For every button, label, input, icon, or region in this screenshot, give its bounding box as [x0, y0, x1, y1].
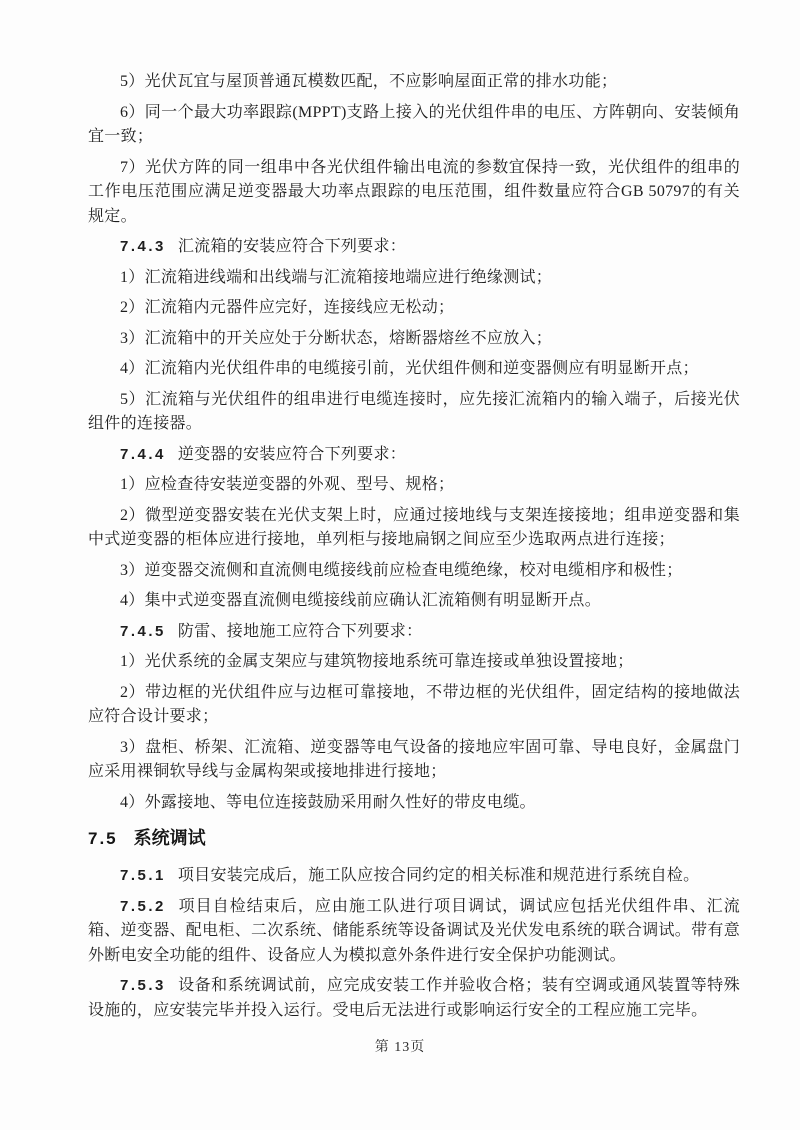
clause-number: 7.5.2	[120, 897, 166, 915]
body-paragraph: 5）汇流箱与光伏组件的组串进行电缆连接时，应先接汇流箱内的输入端子，后接光伏组件的连接器。	[88, 390, 740, 432]
document-body	[88, 70, 740, 1023]
clause-text: 设备和系统调试前，应完成安装工作并验收合格；装有空调或通风装置等特殊设施的，应安装完毕并投入运行。受电后无法进行或影响运行安全的工程应施工完毕。	[88, 977, 740, 1019]
body-paragraph: 3）逆变器交流侧和直流侧电缆接线前应检查电缆绝缘，校对电缆相序和极性；	[120, 561, 683, 579]
clause-text: 项目安装完成后，施工队应按合同约定的相关标准和规范进行系统自检。	[177, 867, 700, 884]
clause-text: 防雷、接地施工应符合下列要求：	[177, 622, 423, 640]
section-title: 系统调试	[133, 828, 206, 848]
clause-paragraph	[88, 895, 740, 969]
clause-text: 汇流箱的安装应符合下列要求：	[177, 238, 407, 255]
clause-number: 7.4.4	[120, 445, 166, 463]
body-paragraph: 4）集中式逆变器直流侧电缆接线前应确认汇流箱侧有明显断开点。	[120, 592, 602, 609]
body-paragraph: 3）汇流箱中的开关应处于分断状态，熔断器熔丝不应放入；	[120, 329, 553, 347]
clause-number: 7.5.3	[120, 977, 166, 994]
clause-text: 项目自检结束后，应由施工队进行项目调试，调试应包括光伏组件串、汇流箱、逆变器、配电柜、二次系统、储能系统等设备调试及光伏发电系统的联合调试。带有意外断电安全功能的组件、设备应人为模拟意外条件进行安全保护功能测试。	[88, 897, 741, 964]
body-paragraph: 2）微型逆变器安装在光伏支架上时，应通过接地线与支架连接接地；组串逆变器和集中式逆变器的柜体应进行接地，单列柜与接地扁钢之间应至少选取两点进行连接；	[88, 506, 740, 548]
body-paragraph: 4）汇流箱内光伏组件串的电缆接引前，光伏组件侧和逆变器侧应有明显断开点；	[120, 360, 699, 377]
clause-paragraph	[88, 620, 740, 645]
clause-number: 7.5.1	[120, 867, 166, 884]
section-number: 7.5	[88, 829, 118, 848]
body-paragraph: 3）盘柜、桥架、汇流箱、逆变器等电气设备的接地应牢固可靠、导电良好，金属盘门应采用裸铜软导线与金属构架或接地排进行接地；	[88, 738, 740, 780]
body-paragraph: 5）光伏瓦宜与屋顶普通瓦模数匹配，不应影响屋面正常的排水功能；	[120, 73, 618, 90]
clause-paragraph	[88, 864, 740, 889]
body-paragraph: 7）光伏方阵的同一组串中各光伏组件输出电流的参数宜保持一致，光伏组件的组串的工作电压范围应满足逆变器最大功率点跟踪的电压范围，组件数量应符合GB 50797的有关规定。	[88, 158, 740, 225]
body-paragraph: 1）汇流箱进线端和出线端与汇流箱接地端应进行绝缘测试；	[120, 268, 553, 286]
body-paragraph: 1）应检查待安装逆变器的外观、型号、规格；	[120, 476, 455, 493]
body-paragraph: 1）光伏系统的金属支架应与建筑物接地系统可靠连接或单独设置接地；	[120, 653, 634, 670]
clause-paragraph	[88, 974, 740, 1023]
body-paragraph: 6）同一个最大功率跟踪(MPPT)支路上接入的光伏组件串的电压、方阵朝向、安装倾角宜一致；	[88, 103, 740, 145]
body-paragraph: 2）汇流箱内元器件应完好，连接线应无松动；	[120, 299, 455, 316]
clause-paragraph	[88, 443, 740, 468]
body-paragraph: 4）外露接地、等电位连接鼓励采用耐久性好的带皮电缆。	[120, 793, 536, 811]
page-number: 第 13页	[374, 1040, 426, 1055]
clause-text: 逆变器的安装应符合下列要求：	[177, 445, 407, 463]
clause-number: 7.4.5	[120, 622, 166, 640]
section-heading	[88, 826, 740, 851]
body-paragraph: 2）带边框的光伏组件应与边框可靠接地，不带边框的光伏组件，固定结构的接地做法应符合设计要求；	[88, 683, 740, 725]
clause-number: 7.4.3	[120, 238, 166, 255]
clause-paragraph	[88, 235, 740, 260]
